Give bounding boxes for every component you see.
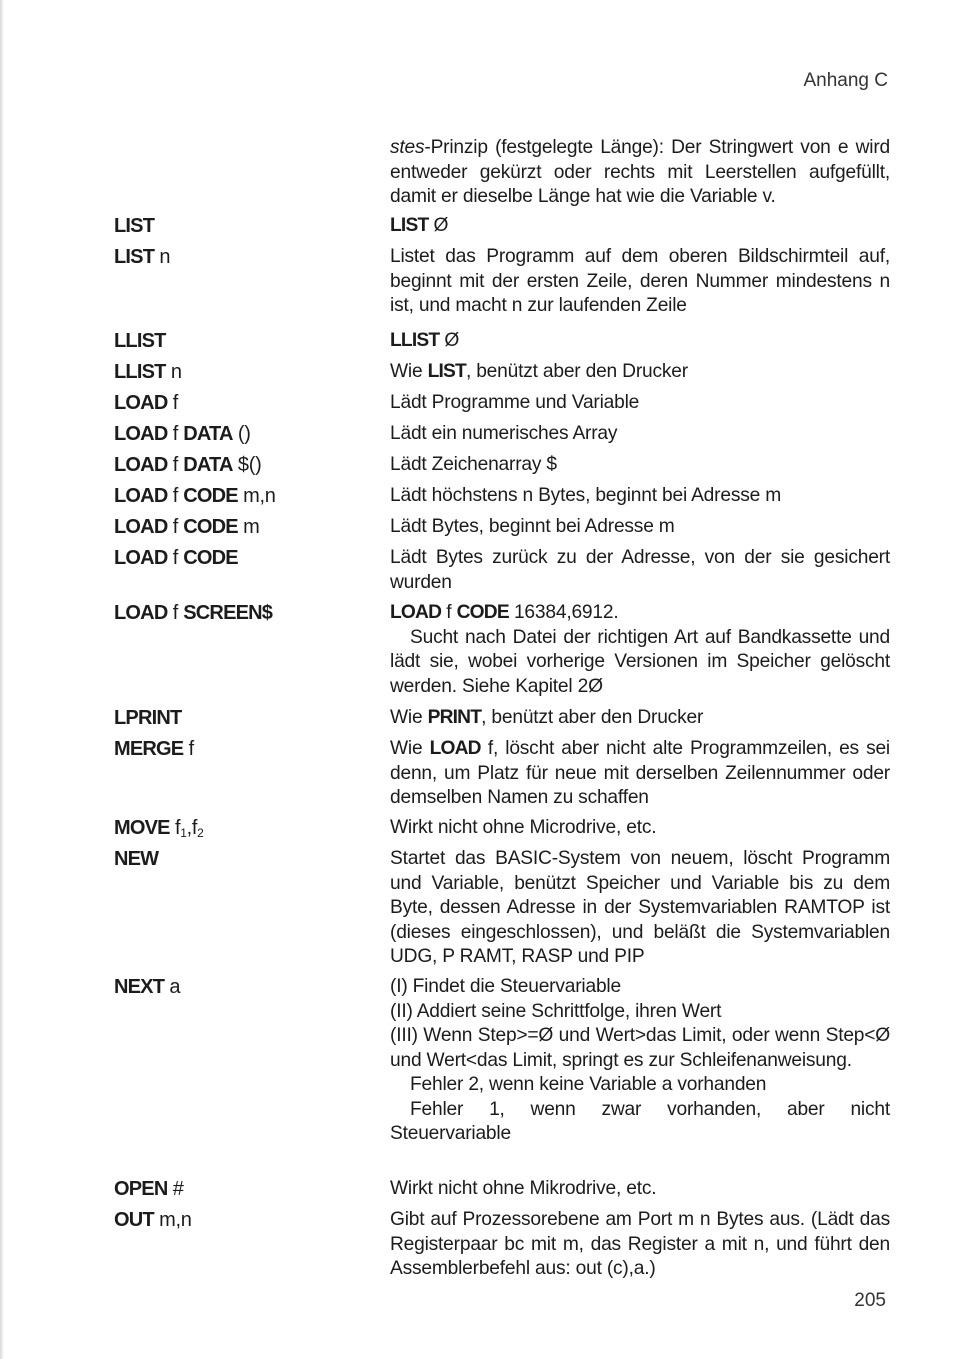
term-llist-n: LLIST n: [114, 361, 182, 383]
italic-term: stes: [390, 137, 425, 158]
desc-merge: Wie LOAD f, löscht aber nicht alte Programmzeilen, es sei denn, um Platz für neue mit derselben Zeilennummer oder demselben Namen zu schaffen: [390, 738, 890, 808]
term-out: OUT m,n: [114, 1209, 192, 1231]
desc-llist-n: Wie LIST, benützt aber den Drucker: [390, 361, 688, 382]
desc-load-screen: [390, 601, 890, 699]
next-step-3: (III) Wenn Step>=Ø und Wert>das Limit, oder wenn Step<Ø und Wert<das Limit, springt es zur Schleifenanweisung.: [390, 1025, 890, 1071]
next-error-2: Fehler 2, wenn keine Variable a vorhanden: [410, 1074, 767, 1095]
term-open: OPEN #: [114, 1178, 184, 1200]
continuation-text: stes-Prinzip (festgelegte Länge): Der Stringwert von e wird entweder gekürzt oder rechts mit Leerstellen aufgefüllt, damit er dieselbe Länge hat wie die Variable v.: [390, 137, 890, 207]
next-step-2: (II) Addiert seine Schrittfolge, ihren Wert: [390, 1000, 722, 1022]
term-merge: MERGE f: [114, 738, 194, 760]
desc-load-screen-text: Sucht nach Datei der richtigen Art auf Bandkassette und lädt sie, wobei vorherige Versionen im Speicher gelöscht werden. Siehe Kapitel 2Ø: [390, 626, 890, 697]
desc-load-data: Lädt ein numerisches Array: [390, 423, 618, 444]
term-lprint: LPRINT: [114, 707, 182, 729]
desc-list-n: Listet das Programm auf dem oberen Bildschirmteil auf, beginnt mit der ersten Zeile, deren Nummer mindestens n ist, und macht n zur laufenden Zeile: [390, 246, 890, 316]
desc-llist: LLIST Ø: [390, 330, 460, 351]
term-load-code-mn: LOAD f CODE m,n: [114, 485, 276, 507]
term-next: NEXT a: [114, 976, 181, 998]
desc-load-code: Lädt Bytes zurück zu der Adresse, von der sie gesichert wurden: [390, 547, 890, 593]
desc-next: [390, 975, 890, 1147]
term-move: MOVE $f_1,f_2$: [114, 817, 204, 840]
next-step-1: (I) Findet die Steuervariable: [390, 976, 621, 997]
term-list: LIST: [114, 215, 155, 237]
next-error-1: Fehler 1, wenn zwar vorhanden, aber nicht Steuervariable: [390, 1098, 890, 1144]
term-load-f: LOAD f: [114, 392, 178, 414]
desc-open: Wirkt nicht ohne Mikrodrive, etc.: [390, 1178, 657, 1199]
term-load-data: LOAD f DATA (): [114, 423, 251, 445]
desc-load-code-m: Lädt Bytes, beginnt bei Adresse m: [390, 516, 675, 537]
desc-load-screen-equiv: LOAD f CODE 16384,6912.: [390, 602, 619, 623]
desc-list: LIST Ø: [390, 215, 449, 236]
desc-load-code-mn: Lädt höchstens n Bytes, beginnt bei Adresse m: [390, 485, 781, 506]
desc-load-f: Lädt Programme und Variable: [390, 392, 640, 413]
term-llist: LLIST: [114, 330, 166, 352]
term-load-code: LOAD f CODE: [114, 547, 238, 569]
running-header: Anhang C: [803, 70, 888, 91]
term-new: NEW: [114, 848, 159, 870]
page-number: 205: [854, 1290, 886, 1311]
desc-lprint: Wie PRINT, benützt aber den Drucker: [390, 707, 704, 728]
desc-load-data-str: Lädt Zeichenarray $: [390, 454, 557, 475]
term-load-code-m: LOAD f CODE m: [114, 516, 260, 538]
desc-new: Startet das BASIC-System von neuem, löscht Programm und Variable, benützt Speicher und Variable bis zu dem Byte, dessen Adresse in der Systemvariablen RAMTOP ist (dieses eingeschlossen), und beläßt die Systemvariablen UDG, P RAMT, RASP und PIP: [390, 848, 890, 967]
term-load-screen: LOAD f SCREEN$: [114, 602, 273, 624]
term-list-n: LIST n: [114, 246, 171, 268]
desc-move: Wirkt nicht ohne Microdrive, etc.: [390, 817, 657, 838]
term-load-data-str: LOAD f DATA $(): [114, 454, 262, 476]
page-edge-shadow: [0, 0, 4, 1359]
desc-out: Gibt auf Prozessorebene am Port m n Bytes aus. (Lädt das Registerpaar bc mit m, das Register a mit n, und führt den Assemblerbefehl aus: out (c),a.): [390, 1209, 890, 1279]
